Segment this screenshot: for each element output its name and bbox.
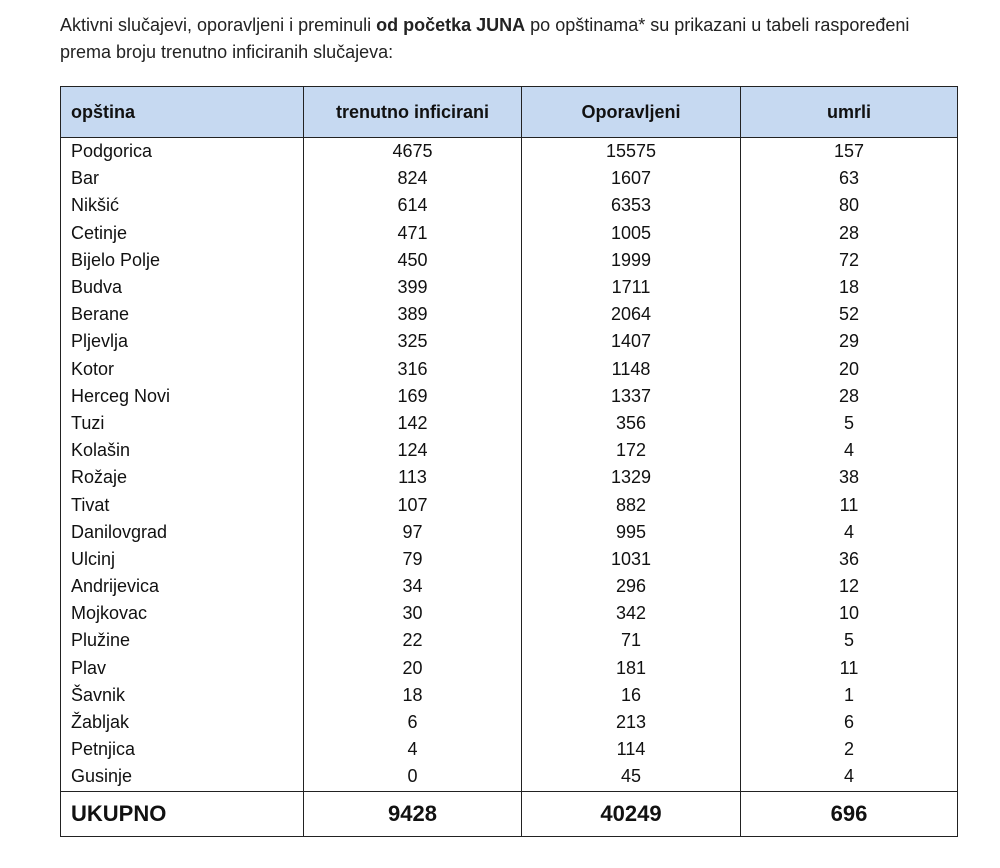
recovered-cell: 882 [522, 491, 741, 518]
deceased-cell: 4 [741, 763, 958, 791]
total-row [61, 791, 958, 836]
deceased-cell: 5 [741, 627, 958, 654]
header-recovered: Oporavljeni [522, 87, 741, 138]
deceased-cell: 18 [741, 274, 958, 301]
municipality-cell: Kotor [61, 356, 304, 383]
infected-cell: 614 [304, 192, 522, 219]
infected-cell: 399 [304, 274, 522, 301]
municipality-cell: Plužine [61, 627, 304, 654]
recovered-cell: 71 [522, 627, 741, 654]
recovered-cell: 45 [522, 763, 741, 791]
table-row [61, 546, 958, 573]
deceased-cell: 28 [741, 383, 958, 410]
recovered-cell: 995 [522, 519, 741, 546]
deceased-cell: 28 [741, 220, 958, 247]
deceased-cell: 4 [741, 437, 958, 464]
intro-text-start: Aktivni slučajevi, oporavljeni i preminuli [60, 15, 377, 35]
table-row [61, 519, 958, 546]
municipality-cell: Mojkovac [61, 600, 304, 627]
deceased-cell: 6 [741, 709, 958, 736]
infected-cell: 22 [304, 627, 522, 654]
table-body [61, 138, 958, 792]
municipality-cell: Berane [61, 301, 304, 328]
recovered-cell: 1329 [522, 464, 741, 491]
municipality-cell: Tuzi [61, 410, 304, 437]
deceased-cell: 52 [741, 301, 958, 328]
intro-text-end: po opštinama* su prikazani u tabeli raspoređeni prema broju trenutno inficiranih slučajeva: [60, 15, 910, 62]
infected-cell: 97 [304, 519, 522, 546]
infected-cell: 113 [304, 464, 522, 491]
infected-cell: 325 [304, 328, 522, 355]
table-row [61, 356, 958, 383]
table-row [61, 138, 958, 166]
infected-cell: 124 [304, 437, 522, 464]
municipality-cell: Nikšić [61, 192, 304, 219]
infected-cell: 316 [304, 356, 522, 383]
table-row [61, 410, 958, 437]
infected-cell: 79 [304, 546, 522, 573]
table-row [61, 192, 958, 219]
deceased-cell: 2 [741, 736, 958, 763]
municipality-cell: Gusinje [61, 763, 304, 791]
deceased-cell: 11 [741, 491, 958, 518]
deceased-cell: 20 [741, 356, 958, 383]
table-row [61, 736, 958, 763]
deceased-cell: 38 [741, 464, 958, 491]
municipality-cell: Kolašin [61, 437, 304, 464]
infected-cell: 4675 [304, 138, 522, 166]
infected-cell: 169 [304, 383, 522, 410]
municipality-cell: Andrijevica [61, 573, 304, 600]
recovered-cell: 342 [522, 600, 741, 627]
table-row [61, 682, 958, 709]
infected-cell: 142 [304, 410, 522, 437]
deceased-cell: 36 [741, 546, 958, 573]
intro-paragraph [60, 12, 960, 66]
table-header-row [61, 87, 958, 138]
infected-cell: 107 [304, 491, 522, 518]
table-row [61, 165, 958, 192]
header-currently-infected: trenutno inficirani [304, 87, 522, 138]
recovered-cell: 1148 [522, 356, 741, 383]
recovered-cell: 114 [522, 736, 741, 763]
infected-cell: 34 [304, 573, 522, 600]
total-label: UKUPNO [61, 791, 304, 836]
table-row [61, 437, 958, 464]
recovered-cell: 1337 [522, 383, 741, 410]
intro-text-bold: od početka JUNA [376, 15, 526, 35]
recovered-cell: 172 [522, 437, 741, 464]
municipality-cell: Rožaje [61, 464, 304, 491]
table-row [61, 573, 958, 600]
table-row [61, 274, 958, 301]
recovered-cell: 1005 [522, 220, 741, 247]
table-row [61, 247, 958, 274]
recovered-cell: 356 [522, 410, 741, 437]
municipality-cell: Pljevlja [61, 328, 304, 355]
infected-cell: 18 [304, 682, 522, 709]
municipality-cell: Herceg Novi [61, 383, 304, 410]
table-row [61, 491, 958, 518]
recovered-cell: 6353 [522, 192, 741, 219]
municipality-stats-table [60, 86, 958, 837]
municipality-cell: Šavnik [61, 682, 304, 709]
infected-cell: 824 [304, 165, 522, 192]
table-row [61, 655, 958, 682]
table-row [61, 464, 958, 491]
recovered-cell: 1999 [522, 247, 741, 274]
table-row [61, 627, 958, 654]
infected-cell: 30 [304, 600, 522, 627]
table-row [61, 301, 958, 328]
infected-cell: 0 [304, 763, 522, 791]
deceased-cell: 10 [741, 600, 958, 627]
infected-cell: 450 [304, 247, 522, 274]
recovered-cell: 15575 [522, 138, 741, 166]
table-row [61, 220, 958, 247]
infected-cell: 4 [304, 736, 522, 763]
deceased-cell: 63 [741, 165, 958, 192]
header-municipality: opština [61, 87, 304, 138]
municipality-cell: Žabljak [61, 709, 304, 736]
recovered-cell: 1031 [522, 546, 741, 573]
infected-cell: 20 [304, 655, 522, 682]
municipality-cell: Budva [61, 274, 304, 301]
deceased-cell: 72 [741, 247, 958, 274]
municipality-cell: Tivat [61, 491, 304, 518]
recovered-cell: 1407 [522, 328, 741, 355]
recovered-cell: 296 [522, 573, 741, 600]
recovered-cell: 181 [522, 655, 741, 682]
deceased-cell: 157 [741, 138, 958, 166]
table-row [61, 328, 958, 355]
deceased-cell: 80 [741, 192, 958, 219]
municipality-cell: Ulcinj [61, 546, 304, 573]
deceased-cell: 5 [741, 410, 958, 437]
recovered-cell: 1711 [522, 274, 741, 301]
recovered-cell: 1607 [522, 165, 741, 192]
total-recovered: 40249 [522, 791, 741, 836]
municipality-cell: Bar [61, 165, 304, 192]
recovered-cell: 2064 [522, 301, 741, 328]
infected-cell: 471 [304, 220, 522, 247]
table-row [61, 763, 958, 791]
municipality-cell: Cetinje [61, 220, 304, 247]
deceased-cell: 29 [741, 328, 958, 355]
total-deceased: 696 [741, 791, 958, 836]
municipality-cell: Podgorica [61, 138, 304, 166]
recovered-cell: 16 [522, 682, 741, 709]
municipality-cell: Danilovgrad [61, 519, 304, 546]
recovered-cell: 213 [522, 709, 741, 736]
deceased-cell: 1 [741, 682, 958, 709]
table-row [61, 709, 958, 736]
deceased-cell: 11 [741, 655, 958, 682]
infected-cell: 6 [304, 709, 522, 736]
infected-cell: 389 [304, 301, 522, 328]
municipality-cell: Plav [61, 655, 304, 682]
table-row [61, 383, 958, 410]
deceased-cell: 12 [741, 573, 958, 600]
table-row [61, 600, 958, 627]
municipality-cell: Bijelo Polje [61, 247, 304, 274]
municipality-cell: Petnjica [61, 736, 304, 763]
total-infected: 9428 [304, 791, 522, 836]
deceased-cell: 4 [741, 519, 958, 546]
header-deceased: umrli [741, 87, 958, 138]
